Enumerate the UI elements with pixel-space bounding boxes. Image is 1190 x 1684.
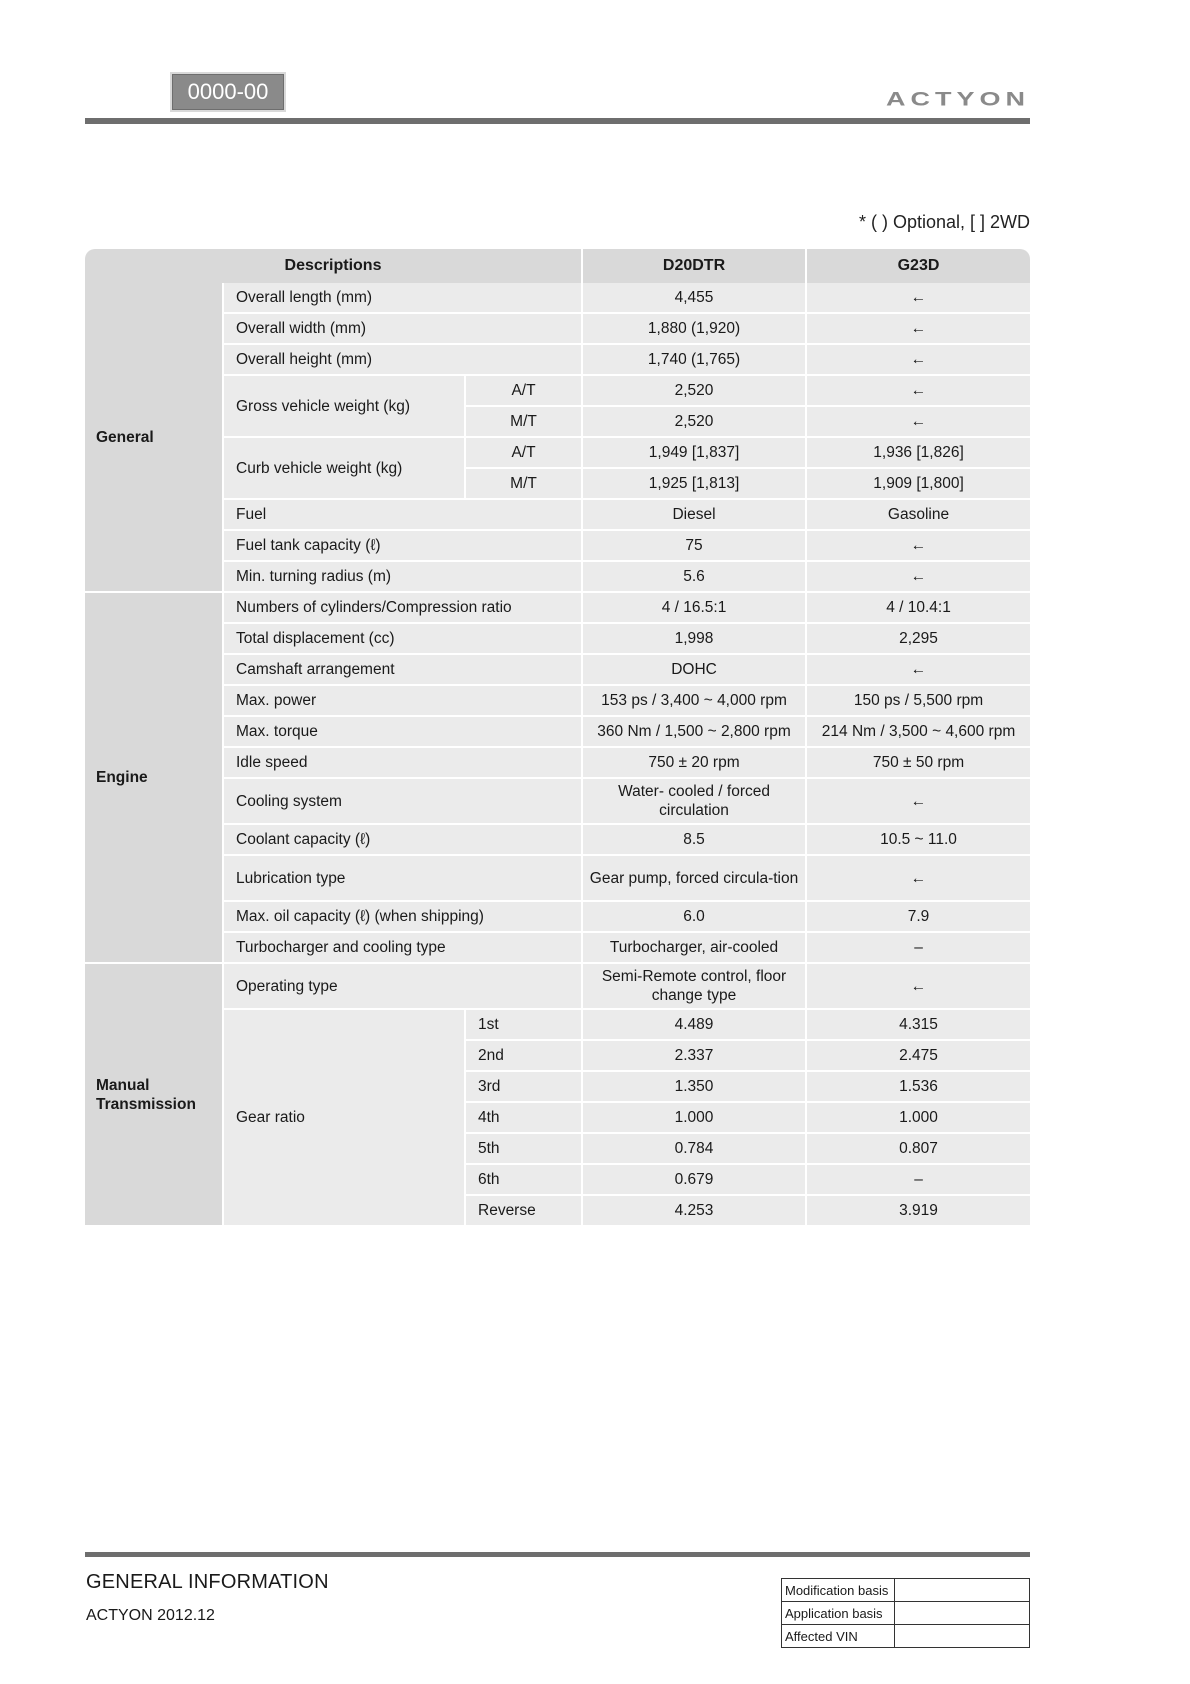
value-d20dtr: 1,740 (1,765): [583, 345, 807, 376]
category-engine: Engine: [85, 593, 224, 964]
sub-label: M/T: [466, 469, 583, 500]
row-label: Fuel: [224, 500, 583, 531]
value-g23d: –: [807, 1165, 1030, 1196]
row-label: Overall length (mm): [224, 283, 583, 314]
table-row: [85, 825, 1030, 856]
value-d20dtr: 1,949 [1,837]: [583, 438, 807, 469]
value-g23d: ←: [807, 562, 1030, 593]
value-g23d: 10.5 ~ 11.0: [807, 825, 1030, 856]
table-row: [85, 655, 1030, 686]
value-d20dtr: 750 ± 20 rpm: [583, 748, 807, 779]
value-d20dtr: 4.253: [583, 1196, 807, 1227]
table-row: [85, 593, 1030, 624]
basis-value: [895, 1579, 1030, 1602]
table-row: [85, 779, 1030, 825]
table-row: [85, 314, 1030, 345]
brand-logo: ACTYON: [886, 88, 1030, 110]
gear-label: 6th: [466, 1165, 583, 1196]
value-g23d: 0.807: [807, 1134, 1030, 1165]
table-row: [85, 376, 1030, 407]
row-label: Curb vehicle weight (kg): [224, 438, 466, 500]
spec-table: [85, 249, 1030, 1227]
row-label: Fuel tank capacity (ℓ): [224, 531, 583, 562]
value-d20dtr: 75: [583, 531, 807, 562]
gear-label: 1st: [466, 1010, 583, 1041]
row-label: Lubrication type: [224, 856, 583, 902]
value-g23d: 2,295: [807, 624, 1030, 655]
basis-row-affected-vin: [782, 1625, 1030, 1648]
category-general: General: [85, 283, 224, 593]
value-g23d: ←: [807, 655, 1030, 686]
table-header-row: [85, 249, 1030, 283]
sub-label: A/T: [466, 438, 583, 469]
row-label: Camshaft arrangement: [224, 655, 583, 686]
page-code-badge: 0000-00: [172, 74, 284, 110]
basis-table: [781, 1578, 1030, 1648]
value-d20dtr: Gear pump, forced circula-tion: [583, 856, 807, 902]
table-row: [85, 624, 1030, 655]
row-label: Max. torque: [224, 717, 583, 748]
value-d20dtr: Diesel: [583, 500, 807, 531]
table-row: [85, 933, 1030, 964]
table-row: [85, 531, 1030, 562]
value-d20dtr: 2,520: [583, 376, 807, 407]
basis-label: Application basis: [782, 1602, 895, 1625]
value-g23d: –: [807, 933, 1030, 964]
value-d20dtr: 1.350: [583, 1072, 807, 1103]
legend-note: * ( ) Optional, [ ] 2WD: [858, 212, 1030, 232]
gear-label: 4th: [466, 1103, 583, 1134]
value-d20dtr: 6.0: [583, 902, 807, 933]
table-row: [85, 562, 1030, 593]
row-label: Cooling system: [224, 779, 583, 825]
row-label: Idle speed: [224, 748, 583, 779]
value-d20dtr: 2,520: [583, 407, 807, 438]
table-row: [85, 1010, 1030, 1041]
value-d20dtr: 4.489: [583, 1010, 807, 1041]
value-d20dtr: Turbocharger, air-cooled: [583, 933, 807, 964]
value-g23d: ←: [807, 314, 1030, 345]
value-g23d: ←: [807, 856, 1030, 902]
gear-label: 5th: [466, 1134, 583, 1165]
value-d20dtr: 1.000: [583, 1103, 807, 1134]
value-d20dtr: Water- cooled / forced circulation: [583, 779, 807, 825]
basis-row-application: [782, 1602, 1030, 1625]
basis-row-modification: [782, 1579, 1030, 1602]
footer-title: GENERAL INFORMATION: [86, 1571, 329, 1593]
table-row: [85, 686, 1030, 717]
value-g23d: 1,936 [1,826]: [807, 438, 1030, 469]
basis-value: [895, 1625, 1030, 1648]
value-d20dtr: 1,880 (1,920): [583, 314, 807, 345]
table-row: [85, 902, 1030, 933]
table-row: [85, 748, 1030, 779]
value-d20dtr: 1,925 [1,813]: [583, 469, 807, 500]
value-d20dtr: 8.5: [583, 825, 807, 856]
table-row: [85, 345, 1030, 376]
value-g23d: 7.9: [807, 902, 1030, 933]
basis-value: [895, 1602, 1030, 1625]
row-label: Total displacement (cc): [224, 624, 583, 655]
row-label: Overall height (mm): [224, 345, 583, 376]
row-label: Max. power: [224, 686, 583, 717]
table-row: [85, 438, 1030, 469]
value-d20dtr: 0.679: [583, 1165, 807, 1196]
value-g23d: ←: [807, 376, 1030, 407]
row-label: Coolant capacity (ℓ): [224, 825, 583, 856]
value-g23d: ←: [807, 531, 1030, 562]
header-d20dtr: D20DTR: [583, 249, 807, 283]
row-label: Turbocharger and cooling type: [224, 933, 583, 964]
row-label: Overall width (mm): [224, 314, 583, 345]
value-g23d: ←: [807, 779, 1030, 825]
row-label: Gear ratio: [224, 1010, 466, 1227]
value-d20dtr: 360 Nm / 1,500 ~ 2,800 rpm: [583, 717, 807, 748]
value-d20dtr: 153 ps / 3,400 ~ 4,000 rpm: [583, 686, 807, 717]
sub-label: M/T: [466, 407, 583, 438]
table-row: [85, 856, 1030, 902]
value-d20dtr: 5.6: [583, 562, 807, 593]
gear-label: 3rd: [466, 1072, 583, 1103]
value-g23d: 1.536: [807, 1072, 1030, 1103]
value-g23d: ←: [807, 964, 1030, 1010]
row-label: Max. oil capacity (ℓ) (when shipping): [224, 902, 583, 933]
value-g23d: 1.000: [807, 1103, 1030, 1134]
header-g23d: G23D: [807, 249, 1030, 283]
value-d20dtr: Semi-Remote control, floor change type: [583, 964, 807, 1010]
table-row: [85, 964, 1030, 1010]
basis-label: Affected VIN: [782, 1625, 895, 1648]
value-g23d: Gasoline: [807, 500, 1030, 531]
value-g23d: 3.919: [807, 1196, 1030, 1227]
value-d20dtr: 4,455: [583, 283, 807, 314]
row-label: Numbers of cylinders/Compression ratio: [224, 593, 583, 624]
gear-label: 2nd: [466, 1041, 583, 1072]
value-g23d: 4.315: [807, 1010, 1030, 1041]
table-row: [85, 500, 1030, 531]
gear-label: Reverse: [466, 1196, 583, 1227]
value-d20dtr: 4 / 16.5:1: [583, 593, 807, 624]
value-d20dtr: DOHC: [583, 655, 807, 686]
table-row: [85, 717, 1030, 748]
value-g23d: ←: [807, 407, 1030, 438]
value-d20dtr: 1,998: [583, 624, 807, 655]
row-label: Min. turning radius (m): [224, 562, 583, 593]
value-d20dtr: 2.337: [583, 1041, 807, 1072]
value-g23d: 4 / 10.4:1: [807, 593, 1030, 624]
value-g23d: 1,909 [1,800]: [807, 469, 1030, 500]
value-g23d: ←: [807, 345, 1030, 376]
sub-label: A/T: [466, 376, 583, 407]
footer-rule: [85, 1552, 1030, 1557]
value-g23d: 150 ps / 5,500 rpm: [807, 686, 1030, 717]
header-descriptions: Descriptions: [85, 249, 583, 283]
footer-subtitle: ACTYON 2012.12: [86, 1607, 215, 1624]
value-d20dtr: 0.784: [583, 1134, 807, 1165]
value-g23d: 214 Nm / 3,500 ~ 4,600 rpm: [807, 717, 1030, 748]
table-row: [85, 283, 1030, 314]
value-g23d: 2.475: [807, 1041, 1030, 1072]
value-g23d: ←: [807, 283, 1030, 314]
value-g23d: 750 ± 50 rpm: [807, 748, 1030, 779]
header-rule: [85, 118, 1030, 124]
category-manual-transmission: Manual Transmission: [85, 964, 224, 1227]
basis-label: Modification basis: [782, 1579, 895, 1602]
row-label: Gross vehicle weight (kg): [224, 376, 466, 438]
row-label: Operating type: [224, 964, 583, 1010]
